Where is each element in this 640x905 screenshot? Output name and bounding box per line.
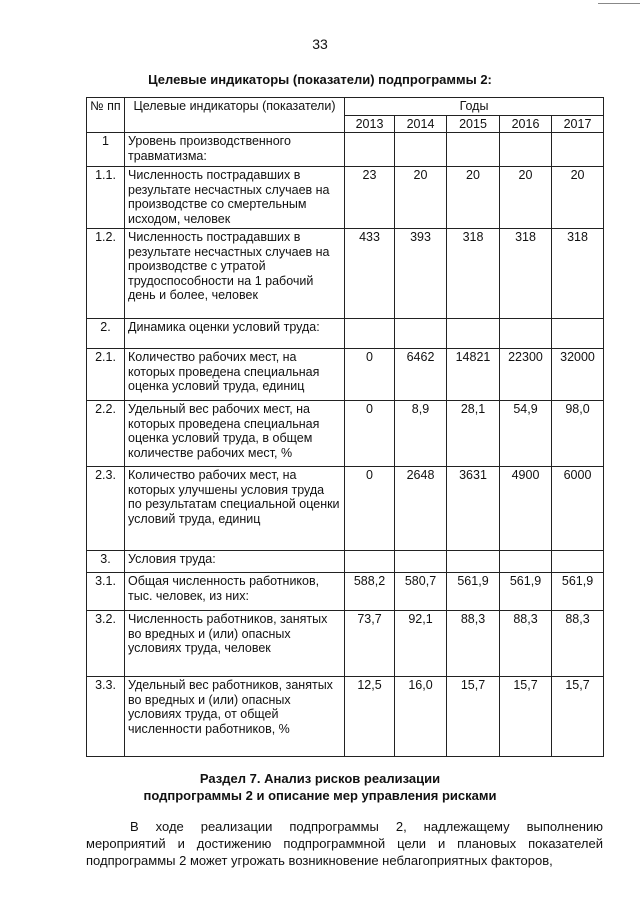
indicator-value: 6462 <box>395 349 447 401</box>
indicator-value <box>500 551 552 573</box>
indicator-value: 2648 <box>395 467 447 551</box>
indicators-table <box>86 97 604 757</box>
table-title: Целевые индикаторы (показатели) подпрограммы 2: <box>148 72 492 87</box>
indicator-value: 20 <box>395 167 447 229</box>
indicator-value <box>500 319 552 349</box>
indicator-value: 0 <box>345 401 395 467</box>
corner-mark <box>598 3 640 4</box>
indicator-value: 88,3 <box>447 611 500 677</box>
indicator-value: 23 <box>345 167 395 229</box>
table-row <box>87 467 604 551</box>
indicator-value: 318 <box>447 229 500 319</box>
indicator-value <box>395 551 447 573</box>
indicator-name: Численность пострадавших в результате несчастных случаев на производстве с утратой трудоспособности на 1 рабочий день и более, человек <box>125 229 345 319</box>
body-text: В ходе реализации подпрограммы 2, надлежащему выполнению мероприятий и достижению подпрограммной цели и плановых показателей подпрограммы 2 может угрожать возникновение неблагоприятных факторов, <box>86 819 603 868</box>
indicator-name: Уровень производственного травматизма: <box>125 133 345 167</box>
indicator-value <box>552 319 604 349</box>
indicator-value: 12,5 <box>345 677 395 757</box>
indicator-value: 22300 <box>500 349 552 401</box>
row-number: 2.2. <box>87 401 125 467</box>
header-year: 2014 <box>395 115 447 133</box>
row-number: 1.2. <box>87 229 125 319</box>
indicator-value: 14821 <box>447 349 500 401</box>
indicator-name: Динамика оценки условий труда: <box>125 319 345 349</box>
indicator-value: 561,9 <box>447 573 500 611</box>
table-row <box>87 167 604 229</box>
row-number: 3.1. <box>87 573 125 611</box>
header-year: 2015 <box>447 115 500 133</box>
table-row <box>87 551 604 573</box>
indicator-value <box>447 319 500 349</box>
indicator-name: Удельный вес работников, занятых во вредных и (или) опасных условиях труда, от общей численности работников, % <box>125 677 345 757</box>
indicator-value: 92,1 <box>395 611 447 677</box>
indicator-value: 6000 <box>552 467 604 551</box>
indicator-value: 0 <box>345 349 395 401</box>
indicator-value: 20 <box>500 167 552 229</box>
row-number: 1 <box>87 133 125 167</box>
indicator-value: 88,3 <box>552 611 604 677</box>
indicator-value: 98,0 <box>552 401 604 467</box>
indicator-value: 88,3 <box>500 611 552 677</box>
table-row <box>87 319 604 349</box>
indicator-value <box>447 551 500 573</box>
indicator-value: 73,7 <box>345 611 395 677</box>
header-year: 2016 <box>500 115 552 133</box>
table-header-row <box>87 98 604 116</box>
indicator-value: 8,9 <box>395 401 447 467</box>
indicator-value <box>447 133 500 167</box>
section-title <box>0 770 640 804</box>
row-number: 3. <box>87 551 125 573</box>
table-row <box>87 401 604 467</box>
indicator-name: Численность работников, занятых во вредных и (или) опасных условиях труда, человек <box>125 611 345 677</box>
table-row <box>87 677 604 757</box>
indicator-value: 4900 <box>500 467 552 551</box>
indicator-name: Общая численность работников, тыс. человек, из них: <box>125 573 345 611</box>
table-row <box>87 573 604 611</box>
header-num: № пп <box>87 98 125 133</box>
indicator-value <box>345 133 395 167</box>
indicator-value <box>552 551 604 573</box>
indicator-value: 318 <box>552 229 604 319</box>
row-number: 1.1. <box>87 167 125 229</box>
row-number: 2.1. <box>87 349 125 401</box>
indicator-value: 28,1 <box>447 401 500 467</box>
indicator-value <box>552 133 604 167</box>
header-year: 2017 <box>552 115 604 133</box>
indicator-value: 588,2 <box>345 573 395 611</box>
indicator-value: 16,0 <box>395 677 447 757</box>
indicator-value: 15,7 <box>500 677 552 757</box>
header-years: Годы <box>345 98 604 116</box>
indicator-name: Численность пострадавших в результате несчастных случаев на производстве со смертельным исходом, человек <box>125 167 345 229</box>
indicator-value <box>395 319 447 349</box>
indicator-value: 318 <box>500 229 552 319</box>
indicator-value: 580,7 <box>395 573 447 611</box>
indicator-name: Удельный вес рабочих мест, на которых проведена специальная оценка условий труда, в общем количестве рабочих мест, % <box>125 401 345 467</box>
page-number: 33 <box>312 36 328 52</box>
indicator-value: 32000 <box>552 349 604 401</box>
indicator-value: 561,9 <box>500 573 552 611</box>
table-body <box>87 133 604 757</box>
section-title-line: Раздел 7. Анализ рисков реализации <box>199 771 441 786</box>
indicator-value: 393 <box>395 229 447 319</box>
indicator-name: Условия труда: <box>125 551 345 573</box>
indicator-value: 15,7 <box>552 677 604 757</box>
indicator-name: Количество рабочих мест, на которых улучшены условия труда по результатам специальной оценки условий труда, единиц <box>125 467 345 551</box>
indicator-value: 15,7 <box>447 677 500 757</box>
header-year: 2013 <box>345 115 395 133</box>
indicator-value <box>345 551 395 573</box>
header-name: Целевые индикаторы (показатели) <box>125 98 345 133</box>
indicator-value: 54,9 <box>500 401 552 467</box>
indicator-value: 433 <box>345 229 395 319</box>
indicator-value: 20 <box>552 167 604 229</box>
indicator-value: 561,9 <box>552 573 604 611</box>
table-row <box>87 611 604 677</box>
indicator-value: 0 <box>345 467 395 551</box>
row-number: 3.2. <box>87 611 125 677</box>
indicator-value: 3631 <box>447 467 500 551</box>
indicator-value <box>500 133 552 167</box>
row-number: 2.3. <box>87 467 125 551</box>
row-number: 3.3. <box>87 677 125 757</box>
indicator-value <box>395 133 447 167</box>
table-row <box>87 229 604 319</box>
body-paragraph <box>86 818 603 869</box>
table-row <box>87 133 604 167</box>
row-number: 2. <box>87 319 125 349</box>
table-row <box>87 349 604 401</box>
indicator-value: 20 <box>447 167 500 229</box>
indicator-value <box>345 319 395 349</box>
indicator-name: Количество рабочих мест, на которых проведена специальная оценка условий труда, единиц <box>125 349 345 401</box>
section-title-line: подпрограммы 2 и описание мер управления рисками <box>143 788 497 803</box>
